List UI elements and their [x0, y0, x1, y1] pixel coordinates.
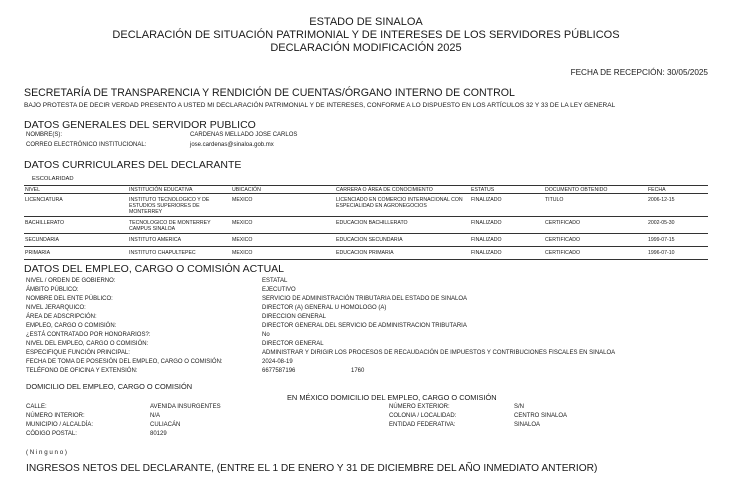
column-header-date: FECHA [647, 186, 708, 194]
field-label: NOMBRE DEL ENTE PÚBLICO: [26, 296, 113, 302]
table-cell: 1996-07-10 [647, 247, 708, 260]
exterior-number-value: S/N [514, 404, 525, 410]
field-label: ÁREA DE ADSCRIPCIÓN: [26, 314, 97, 320]
field-value: SERVICIO DE ADMINISTRACIÓN TRIBUTARIA DEL ESTADO DE SINALOA [262, 296, 468, 302]
table-cell: 1999-07-15 [647, 234, 708, 247]
table-cell: TITULO [544, 194, 647, 217]
field-label: FECHA DE TOMA DE POSESIÓN DEL EMPLEO, CARGO O COMISIÓN: [26, 359, 223, 365]
federal-entity-value: SINALOA [514, 422, 541, 428]
field-value: ESTATAL [262, 278, 288, 284]
table-cell: MEXICO [231, 217, 335, 234]
field-label: ¿ESTÁ CONTRATADO POR HONORARIOS?: [26, 332, 151, 338]
table-cell: MEXICO [231, 234, 335, 247]
phone-extension: 1760 [351, 368, 365, 374]
name-label: NOMBRE(S): [26, 132, 62, 138]
table-cell: FINALIZADO [470, 194, 544, 217]
table-cell: INSTITUTO TECNOLOGICO Y DE ESTUDIOS SUPERIORES DE MONTERREY [128, 194, 231, 217]
table-cell: MEXICO [231, 194, 335, 217]
table-cell: CERTIFICADO [544, 234, 647, 247]
column-header-status: ESTATUS [470, 186, 544, 194]
table-cell: LICENCIADO EN COMERCIO INTERNACIONAL CON ESPECIALIDAD EN AGRONEGOCIOS [335, 194, 470, 217]
federal-entity-label: ENTIDAD FEDERATIVA: [389, 422, 456, 428]
field-label: NIVEL DEL EMPLEO, CARGO O COMISIÓN: [26, 341, 149, 347]
field-value: ADMINISTRAR Y DIRIGIR LOS PROCESOS DE RECAUDACIÓN DE IMPUESTOS Y CONTRIBUCIONES FISCALES EN SINALOA [262, 350, 616, 356]
field-value: 6677587196 [262, 368, 296, 374]
interior-number-label: NÚMERO INTERIOR: [26, 413, 85, 419]
table-cell: MEXICO [231, 247, 335, 260]
schooling-label: ESCOLARIDAD [32, 176, 74, 182]
table-cell: CERTIFICADO [544, 247, 647, 260]
none-note: ( N i n g u n o ) [26, 449, 67, 456]
table-cell: EDUCACION SECUNDARIA [335, 234, 470, 247]
table-cell: INSTITUTO CHAPULTEPEC [128, 247, 231, 260]
postal-code-label: CÓDIGO POSTAL: [26, 431, 77, 437]
column-header-document: DOCUMENTO OBTENIDO [544, 186, 647, 194]
field-label: TELÉFONO DE OFICINA Y EXTENSIÓN: [26, 368, 138, 374]
name-value: CARDENAS MELLADO JOSE CARLOS [190, 132, 298, 138]
table-cell: 2002-05-30 [647, 217, 708, 234]
field-label: EMPLEO, CARGO O COMISIÓN: [26, 323, 117, 329]
table-cell: EDUCACION PRIMARIA [335, 247, 470, 260]
address-heading: DOMICILIO DEL EMPLEO, CARGO O COMISIÓN [26, 382, 193, 391]
declaration-subtitle: DECLARACIÓN MODIFICACIÓN 2025 [270, 42, 462, 54]
table-cell: BACHILLERATO [24, 217, 128, 234]
state-heading: ESTADO DE SINALOA [309, 16, 423, 28]
mexico-address-heading: EN MÉXICO DOMICILIO DEL EMPLEO, CARGO O COMISIÓN [287, 393, 497, 402]
field-label: ÁMBITO PÚBLICO: [26, 287, 79, 293]
table-row [24, 217, 708, 234]
field-label: NIVEL JERARQUICO: [26, 305, 86, 311]
addressee: SECRETARÍA DE TRANSPARENCIA Y RENDICIÓN DE CUENTAS/ÓRGANO INTERNO DE CONTROL [24, 87, 515, 99]
income-heading: INGRESOS NETOS DEL DECLARANTE, (ENTRE EL 1 DE ENERO Y 31 DE DICIEMBRE DEL AÑO INMEDIATO ANTERIOR) [26, 463, 598, 474]
field-value: 2024-08-19 [262, 359, 293, 365]
column-header-career: CARRERA O ÁREA DE CONOCIMIENTO [335, 186, 470, 194]
field-value: DIRECTOR GENERAL [262, 341, 324, 347]
table-cell: PRIMARIA [24, 247, 128, 260]
field-value: No [262, 332, 270, 338]
table-row [24, 194, 708, 217]
municipality-value: CULIACÁN [150, 422, 181, 428]
table-header-row [24, 186, 708, 194]
column-header-location: UBICACIÓN [231, 186, 335, 194]
street-value: AVENIDA INSURGENTES [150, 404, 221, 410]
table-row [24, 234, 708, 247]
field-value: DIRECCION GENERAL [262, 314, 327, 320]
table-cell: FINALIZADO [470, 217, 544, 234]
municipality-label: MUNICIPIO / ALCALDÍA: [26, 422, 94, 428]
field-value: EJECUTIVO [262, 287, 296, 293]
employment-heading: DATOS DEL EMPLEO, CARGO O COMISIÓN ACTUAL [24, 263, 285, 275]
schooling-table [24, 185, 708, 260]
email-value: jose.cardenas@sinaloa.gob.mx [190, 142, 274, 148]
table-cell: EDUCACION BACHILLERATO [335, 217, 470, 234]
table-cell: TECNOLOGICO DE MONTERREY CAMPUS SINALOA [128, 217, 231, 234]
postal-code-value: 80129 [150, 431, 167, 437]
column-header-level: NIVEL [24, 186, 128, 194]
email-label: CORREO ELECTRÓNICO INSTITUCIONAL: [26, 142, 147, 148]
curricular-heading: DATOS CURRICULARES DEL DECLARANTE [24, 159, 242, 171]
colony-value: CENTRO SINALOA [514, 413, 568, 419]
protest-statement: BAJO PROTESTA DE DECIR VERDAD PRESENTO A USTED MI DECLARACIÓN PATRIMONIAL Y DE INTERESES, CONFORME A LO DISPUESTO EN LOS ARTÍCULOS 32 Y 33 DE LA LEY GENERAL [24, 102, 616, 109]
field-label: NIVEL / ORDEN DE GOBIERNO: [26, 278, 116, 284]
table-row [24, 247, 708, 260]
interior-number-value: N/A [150, 413, 161, 419]
reception-date: FECHA DE RECEPCIÓN: 30/05/2025 [570, 68, 708, 77]
field-label: ESPECIFIQUE FUNCIÓN PRINCIPAL: [26, 350, 130, 356]
table-cell: INSTITUTO AMERICA [128, 234, 231, 247]
table-cell: FINALIZADO [470, 234, 544, 247]
table-cell: CERTIFICADO [544, 217, 647, 234]
table-cell: 2006-12-15 [647, 194, 708, 217]
street-label: CALLE: [26, 404, 47, 410]
general-data-heading: DATOS GENERALES DEL SERVIDOR PUBLICO [24, 119, 256, 131]
column-header-institution: INSTITUCIÓN EDUCATIVA [128, 186, 231, 194]
colony-label: COLONIA / LOCALIDAD: [389, 413, 457, 419]
table-cell: SECUNDARIA [24, 234, 128, 247]
exterior-number-label: NÚMERO EXTERIOR: [389, 404, 450, 410]
declaration-title: DECLARACIÓN DE SITUACIÓN PATRIMONIAL Y DE INTERESES DE LOS SERVIDORES PÚBLICOS [112, 29, 620, 41]
table-cell: FINALIZADO [470, 247, 544, 260]
table-cell: LICENCIATURA [24, 194, 128, 217]
field-value: DIRECTOR GENERAL DEL SERVICIO DE ADMINISTRACION TRIBUTARIA [262, 323, 467, 329]
field-value: DIRECTOR (A) GENERAL U HOMOLOGO (A) [262, 305, 387, 311]
